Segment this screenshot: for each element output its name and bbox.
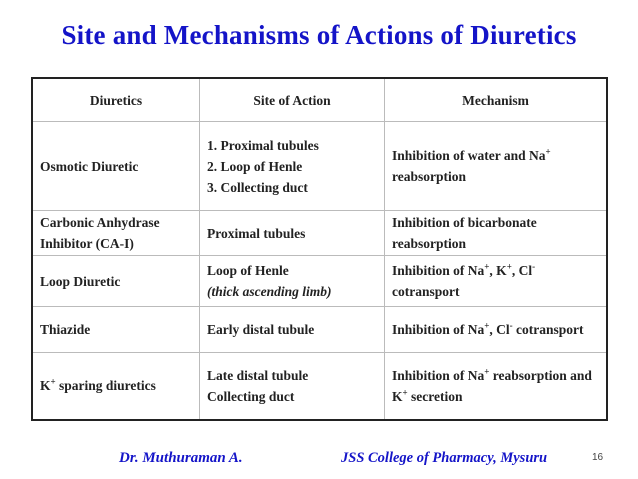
site-line: 1. Proximal tubules — [207, 137, 319, 153]
site-cell — [200, 211, 385, 256]
mechanism-cell: Inhibition of Na+, K+, Cl- cotransport — [385, 256, 608, 306]
site-cell — [200, 306, 385, 352]
header-diuretics: Diuretics — [32, 78, 200, 122]
site-line: 2. Loop of Henle — [207, 158, 303, 174]
table-row — [32, 256, 607, 306]
header-site-of-action: Site of Action — [200, 78, 385, 122]
mechanism-cell: Inhibition of Na+ reabsorption and K+ secretion — [385, 352, 608, 420]
mechanism-cell: Inhibition of Na+, Cl- cotransport — [385, 306, 608, 352]
table-row — [32, 122, 607, 211]
drug-cell: K+ sparing diuretics — [32, 352, 200, 420]
drug-cell: Thiazide — [32, 306, 200, 352]
table-row — [32, 306, 607, 352]
mechanism-cell: Inhibition of water and Na+ reabsorption — [385, 122, 608, 211]
header-mechanism: Mechanism — [385, 78, 608, 122]
site-cell — [200, 256, 385, 306]
slide-title: Site and Mechanisms of Actions of Diuretics — [61, 20, 577, 50]
site-line: Collecting duct — [207, 388, 295, 404]
author-name: Dr. Muthuraman A. — [119, 450, 243, 466]
drug-cell: Osmotic Diuretic — [32, 122, 200, 211]
table-row — [32, 211, 607, 256]
table-header-row — [32, 78, 607, 122]
diuretics-table — [31, 77, 608, 421]
site-line: Proximal tubules — [207, 225, 306, 241]
site-line: 3. Collecting duct — [207, 179, 308, 195]
site-cell — [200, 122, 385, 211]
site-line: (thick ascending limb) — [207, 284, 332, 300]
drug-cell: Loop Diuretic — [32, 256, 200, 306]
drug-cell: Carbonic Anhydrase Inhibitor (CA-I) — [32, 211, 200, 256]
site-line: Early distal tubule — [207, 321, 315, 337]
table-row — [32, 352, 607, 420]
site-cell — [200, 352, 385, 420]
site-line: Late distal tubule — [207, 367, 309, 383]
institution-name: JSS College of Pharmacy, Mysuru — [341, 450, 548, 466]
site-line: Loop of Henle — [207, 263, 289, 279]
mechanism-cell: Inhibition of bicarbonate reabsorption — [385, 211, 608, 256]
page-number: 16 — [592, 452, 604, 463]
